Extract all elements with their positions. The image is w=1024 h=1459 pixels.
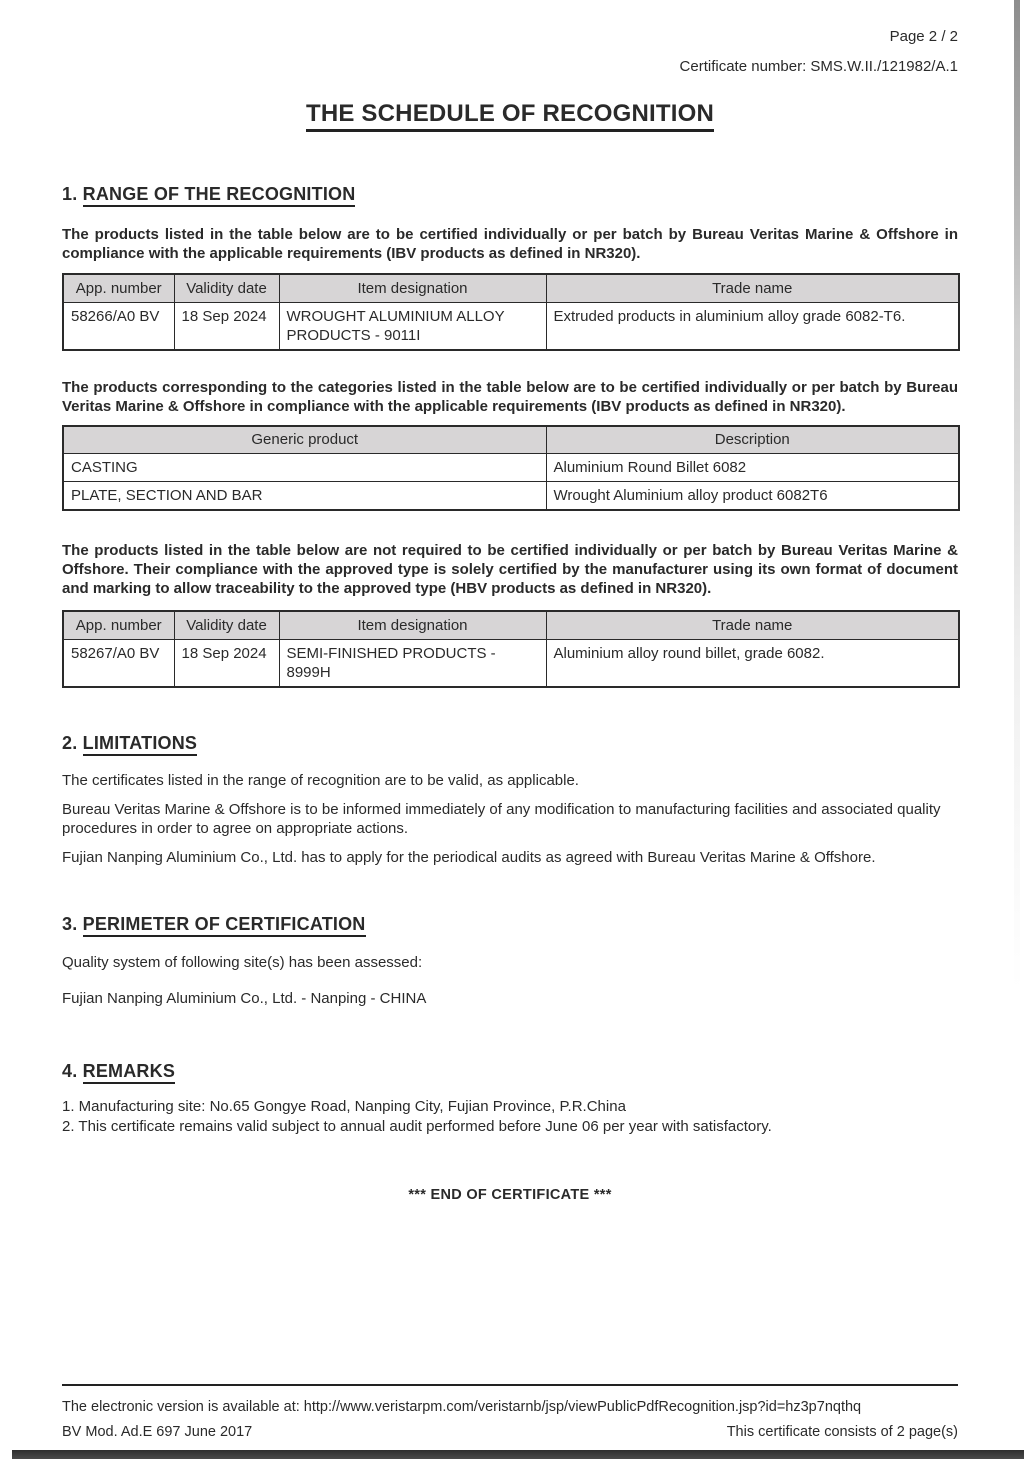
section-3-number: 3.	[62, 913, 78, 934]
remark-item-1: 1. Manufacturing site: No.65 Gongye Road, Nanping City, Fujian Province, P.R.China	[62, 1097, 626, 1115]
end-of-certificate-marker: *** END OF CERTIFICATE ***	[408, 1186, 612, 1203]
column-header-item-designation: Item designation	[279, 611, 546, 639]
table-row	[63, 454, 959, 482]
section-2-heading	[62, 733, 958, 754]
cell-validity-date: 18 Sep 2024	[174, 302, 279, 350]
electronic-version-note: The electronic version is available at: http://www.veristarpm.com/veristarnb/jsp/viewPublicPdfRecognition.jsp?id=hz3p7nqthq	[62, 1399, 862, 1415]
page-footer	[62, 1384, 958, 1440]
column-header-app-number: App. number	[63, 274, 174, 302]
limitations-paragraph-3: Fujian Nanping Aluminium Co., Ltd. has to apply for the periodical audits as agreed with Bureau Veritas Marine & Offshore.	[62, 848, 876, 866]
table-row	[63, 482, 959, 511]
page-count-note: This certificate consists of 2 page(s)	[726, 1424, 958, 1440]
ibv-intro-paragraph: The products listed in the table below are to be certified individually or per batch by Bureau Veritas Marine & Offshore in compliance with the applicable requirements (IBV products as defined in NR320).	[62, 226, 958, 262]
categories-intro-paragraph: The products corresponding to the categories listed in the table below are to be certified individually or per batch by Bureau Veritas Marine & Offshore in compliance with the applicable requirements (IBV products as defined in NR320).	[62, 378, 958, 415]
limitations-paragraph-2: Bureau Veritas Marine & Offshore is to be informed immediately of any modification to manufacturing facilities and associated quality procedures in order to agree on appropriate actions.	[62, 800, 941, 837]
remark-item-2: 2. This certificate remains valid subject to annual audit performed before June 06 per year with satisfactory.	[62, 1117, 772, 1135]
table-header-row	[63, 274, 959, 302]
section-1-title: RANGE OF THE RECOGNITION	[83, 184, 356, 207]
certificate-number: Certificate number: SMS.W.II./121982/A.1	[679, 58, 958, 75]
document-title: THE SCHEDULE OF RECOGNITION	[62, 100, 958, 128]
page-number: Page 2 / 2	[889, 28, 958, 45]
table-header-row	[63, 426, 959, 454]
categories-table	[62, 425, 960, 512]
limitations-paragraph-1: The certificates listed in the range of recognition are to be valid, as applicable.	[62, 771, 579, 789]
cell-generic-product: CASTING	[63, 454, 546, 482]
cell-item-designation: SEMI-FINISHED PRODUCTS - 8999H	[279, 639, 546, 687]
section-3-heading	[62, 914, 958, 935]
cell-description: Aluminium Round Billet 6082	[546, 454, 959, 482]
column-header-validity-date: Validity date	[174, 611, 279, 639]
cell-app-number: 58267/A0 BV	[63, 639, 174, 687]
hbv-intro-paragraph: The products listed in the table below are not required to be certified individually or per batch by Bureau Veritas Marine & Offshore. Their compliance with the approved type is solely certified by the manufacturer using its own format of document and marking to allow traceability to the approved type (HBV products as defined in NR320).	[62, 542, 958, 597]
column-header-trade-name: Trade name	[546, 611, 959, 639]
column-header-app-number: App. number	[63, 611, 174, 639]
table-row	[63, 302, 959, 350]
column-header-generic-product: Generic product	[63, 426, 546, 454]
form-reference: BV Mod. Ad.E 697 June 2017	[62, 1424, 253, 1440]
section-1-number: 1.	[62, 184, 78, 204]
table-row	[63, 639, 959, 687]
table-header-row	[63, 611, 959, 639]
section-4-heading	[62, 1061, 958, 1082]
column-header-description: Description	[546, 426, 959, 454]
remarks-list	[62, 1097, 958, 1137]
cell-validity-date: 18 Sep 2024	[174, 639, 279, 687]
perimeter-paragraph-2: Fujian Nanping Aluminium Co., Ltd. - Nanping - CHINA	[62, 989, 427, 1007]
cell-item-designation: WROUGHT ALUMINIUM ALLOY PRODUCTS - 9011I	[279, 302, 546, 350]
perimeter-paragraph-1: Quality system of following site(s) has been assessed:	[62, 953, 423, 971]
cell-app-number: 58266/A0 BV	[63, 302, 174, 350]
hbv-products-table	[62, 610, 960, 688]
ibv-products-table	[62, 273, 960, 351]
cell-trade-name: Extruded products in aluminium alloy grade 6082-T6.	[546, 302, 959, 350]
section-1-heading	[62, 184, 958, 205]
column-header-trade-name: Trade name	[546, 274, 959, 302]
section-2-number: 2.	[62, 732, 78, 753]
cell-trade-name: Aluminium alloy round billet, grade 6082.	[546, 639, 959, 687]
section-3-title: PERIMETER OF CERTIFICATION	[83, 914, 366, 937]
column-header-validity-date: Validity date	[174, 274, 279, 302]
page-header	[62, 28, 958, 76]
section-2-title: LIMITATIONS	[83, 733, 198, 756]
cell-description: Wrought Aluminium alloy product 6082T6	[546, 482, 959, 511]
section-4-number: 4.	[62, 1060, 78, 1081]
cell-generic-product: PLATE, SECTION AND BAR	[63, 482, 546, 511]
column-header-item-designation: Item designation	[279, 274, 546, 302]
section-4-title: REMARKS	[83, 1061, 175, 1084]
